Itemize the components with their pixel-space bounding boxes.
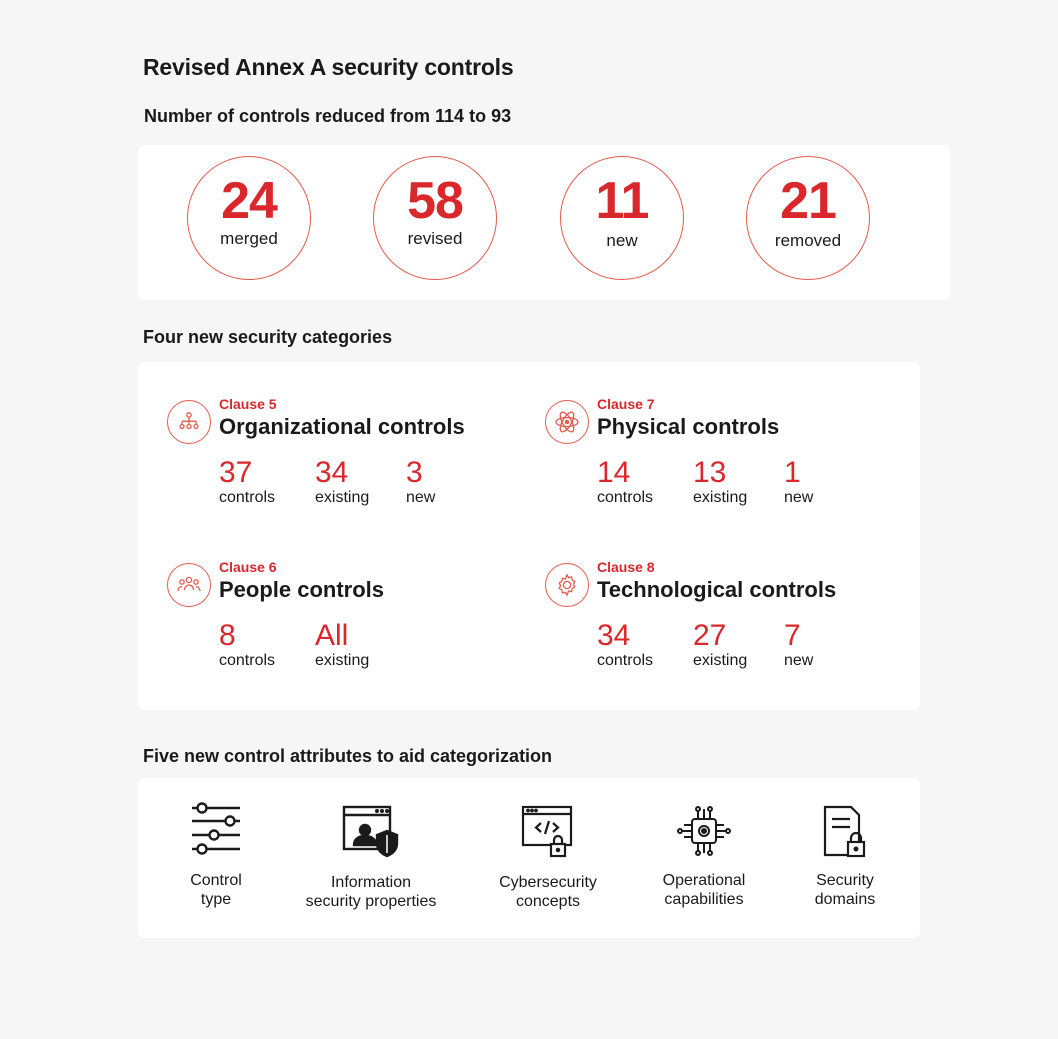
- sliders-icon: [188, 802, 244, 856]
- figure-value: 1: [784, 456, 801, 489]
- document-lock-icon: [820, 804, 870, 860]
- figure-label: controls: [219, 489, 276, 506]
- clause-label: Clause 8: [597, 559, 655, 575]
- page-title: Revised Annex A security controls: [143, 54, 514, 80]
- figure-value: All: [315, 619, 349, 652]
- attribute-label-line1: Cybersecurity: [499, 874, 597, 891]
- figure-controls: [597, 456, 653, 508]
- figure-label: existing: [315, 489, 370, 506]
- clause-label: Clause 5: [219, 396, 277, 412]
- figure-existing: [693, 619, 747, 671]
- attribute-control-type: [156, 802, 276, 912]
- stat-label: revised: [407, 229, 463, 248]
- category-title: Organizational controls: [219, 414, 465, 439]
- attribute-information-security-properties: [291, 804, 451, 914]
- attribute-label-line2: capabilities: [664, 891, 744, 908]
- figure-value: 34: [597, 619, 631, 652]
- attribute-label-line1: Security: [816, 872, 874, 889]
- figure-value: 7: [784, 619, 801, 652]
- clause-label: Clause 7: [597, 396, 655, 412]
- window-user-shield-icon: [341, 804, 401, 860]
- stat-new: [560, 156, 684, 280]
- attribute-label-line2: security properties: [305, 893, 437, 910]
- stat-value: 21: [780, 172, 836, 230]
- category-title: Technological controls: [597, 577, 837, 602]
- attribute-label-line1: Control: [190, 872, 242, 889]
- attribute-label-line1: Information: [330, 874, 412, 891]
- figure-label: existing: [693, 489, 748, 506]
- figure-label: controls: [219, 652, 276, 669]
- figure-value: 13: [693, 456, 727, 489]
- figure-existing: [315, 619, 369, 671]
- figure-existing: [693, 456, 747, 508]
- attribute-label-line2: concepts: [515, 893, 581, 910]
- stat-merged: [187, 156, 311, 280]
- atom-icon: [545, 400, 589, 444]
- stat-removed: [746, 156, 870, 280]
- figure-label: controls: [597, 652, 654, 669]
- code-window-lock-icon: [520, 804, 576, 860]
- figure-label: existing: [315, 652, 370, 669]
- figure-controls: [219, 619, 275, 671]
- attribute-label-line1: Operational: [662, 872, 746, 889]
- figure-existing: [315, 456, 369, 508]
- stat-revised: [373, 156, 497, 280]
- org-chart-icon: [167, 400, 211, 444]
- figure-new: [784, 619, 813, 671]
- stat-value: 24: [221, 172, 277, 230]
- figure-label: controls: [597, 489, 654, 506]
- figure-label: new: [784, 489, 814, 506]
- attribute-label-line2: domains: [814, 891, 876, 908]
- attribute-cybersecurity-concepts: [478, 804, 618, 914]
- figure-new: [406, 456, 435, 508]
- figure-controls: [219, 456, 275, 508]
- stat-value: 58: [407, 172, 463, 230]
- category-title: Physical controls: [597, 414, 780, 439]
- subtitle: Number of controls reduced from 114 to 93: [144, 106, 512, 126]
- stat-label: merged: [220, 229, 278, 248]
- stat-value: 11: [595, 172, 649, 230]
- attribute-security-domains: [790, 804, 900, 914]
- figure-new: [784, 456, 813, 508]
- gear-icon: [545, 563, 589, 607]
- category-title: People controls: [219, 577, 385, 602]
- circuit-gear-icon: [674, 804, 734, 858]
- figure-controls: [597, 619, 653, 671]
- figure-value: 3: [406, 456, 423, 489]
- figure-value: 27: [693, 619, 727, 652]
- attribute-label-line2: type: [200, 891, 232, 908]
- figure-label: existing: [693, 652, 748, 669]
- figure-value: 14: [597, 456, 631, 489]
- figure-label: new: [406, 489, 436, 506]
- figure-label: new: [784, 652, 814, 669]
- categories-heading: Four new security categories: [143, 327, 393, 347]
- stat-label: removed: [774, 231, 842, 250]
- clause-label: Clause 6: [219, 559, 277, 575]
- people-icon: [167, 563, 211, 607]
- figure-value: 34: [315, 456, 349, 489]
- figure-value: 8: [219, 619, 236, 652]
- attribute-operational-capabilities: [639, 804, 769, 914]
- figure-value: 37: [219, 456, 253, 489]
- stat-label: new: [606, 231, 638, 250]
- attributes-heading: Five new control attributes to aid categorization: [143, 746, 553, 766]
